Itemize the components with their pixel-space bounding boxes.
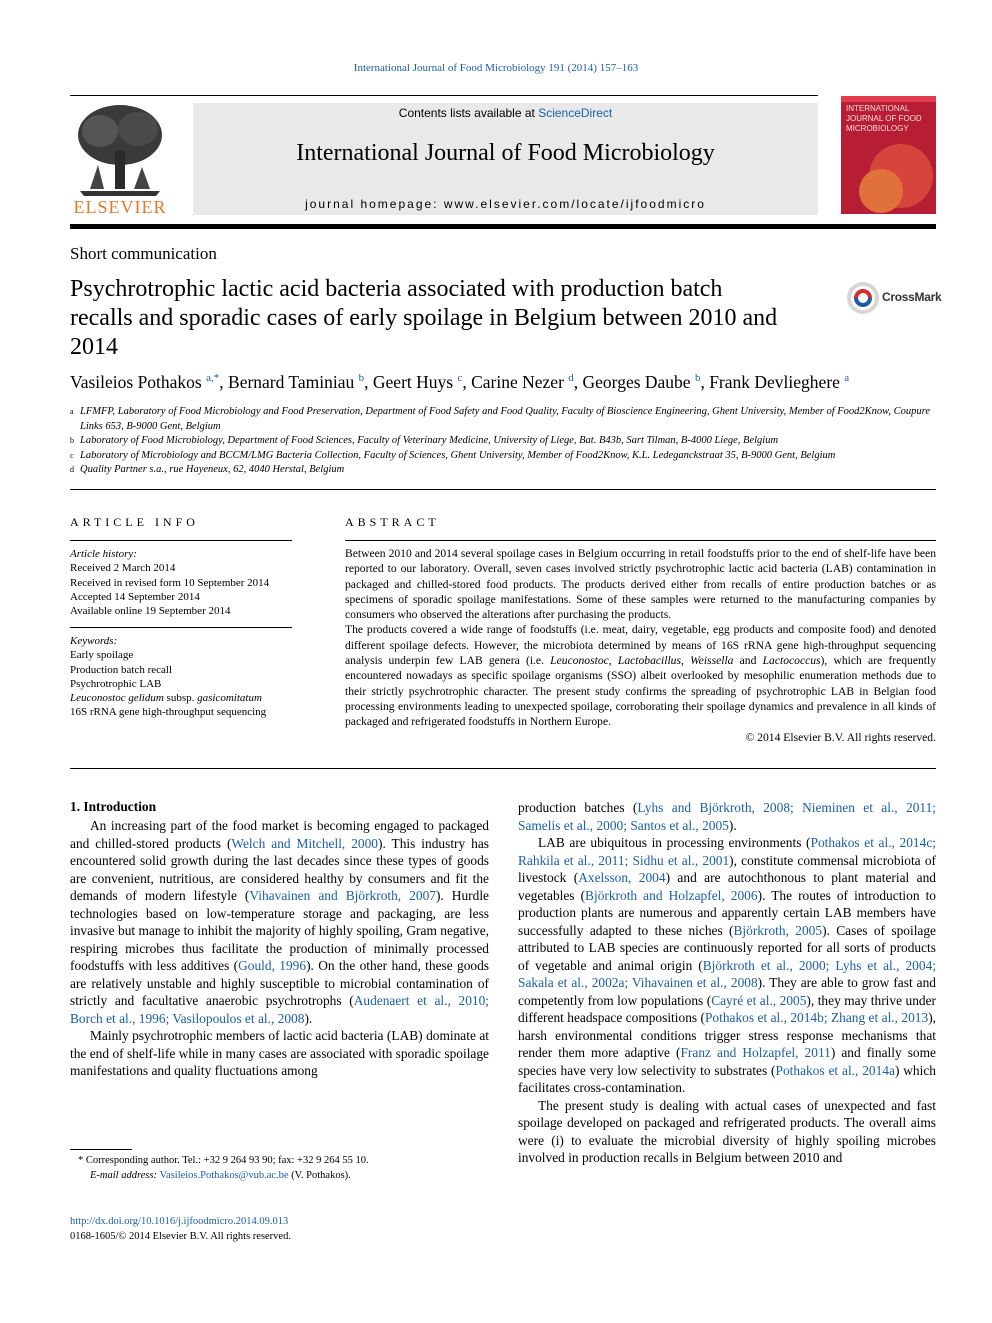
section-type: Short communication xyxy=(70,244,217,263)
footnote-text: Corresponding author. Tel.: +32 9 264 93 90; fax: +32 9 264 55 10. xyxy=(83,1155,369,1166)
citation-link[interactable]: Audenaert et al., 2010; Borch et al., 1996; Vasilopoulos et al., 2008 xyxy=(70,993,489,1026)
author-name: Vasileios Pothakos xyxy=(70,372,202,392)
header-top-rule xyxy=(70,95,818,96)
affiliation-text: Quality Partner s.a., rue Hayeneux, 62, 4040 Herstal, Belgium xyxy=(80,464,345,475)
affiliation-text: Laboratory of Food Microbiology, Department of Food Sciences, Faculty of Veterinary Medicine, University of Liege, Bat. B43b, Sart Tilman, B-4000 Liege, Belgium xyxy=(80,435,779,446)
crossmark-icon xyxy=(846,281,880,315)
history-item: Available online 19 September 2014 xyxy=(70,605,231,618)
abstract-text: The products covered a wide range of foodstuffs (i.e. meat, dairy, vegetable, egg products and composite food) and denoted different spoilage defects. However, the microbiota determined by means of 16S rRNA gene high-throughput sequencing analysis underpin few LAB genera (i.e. xyxy=(345,623,936,668)
doi-link[interactable]: http://dx.doi.org/10.1016/j.ijfoodmicro.2014.09.013 xyxy=(70,1216,289,1227)
keyword xyxy=(70,691,292,705)
journal-title: International Journal of Food Microbiology xyxy=(296,140,715,166)
article-history xyxy=(70,547,292,618)
affiliation-label: d xyxy=(70,465,74,474)
affiliation-text: Laboratory of Microbiology and BCCM/LMG Bacteria Collection, Faculty of Sciences, Ghent University, Member of Food2Know, K.L. Ledeganckstraat 35, B-9000 Gent, Belgium xyxy=(80,449,836,461)
crossmark-button[interactable] xyxy=(846,281,942,317)
footnote xyxy=(70,1153,489,1183)
abstract-body xyxy=(345,546,936,745)
citation-link[interactable]: Björkroth and Holzapfel, 2006 xyxy=(585,887,758,903)
sciencedirect-link[interactable]: ScienceDirect xyxy=(538,106,613,120)
body-text: ) and are autochthonous to plant material and vegetables ( xyxy=(518,870,936,903)
body-paragraph: Mainly psychrotrophic members of lactic acid bacteria (LAB) dominate at the end of shelf-life while in many cases are associated with sporadic spoilage manifestations and quality fluctuations among xyxy=(70,1028,489,1078)
citation-link[interactable]: Lyhs and Björkroth, 2008; Nieminen et al., 2011; Samelis et al., 2000; Santos et al., 2005 xyxy=(518,800,937,833)
journal-homepage[interactable]: journal homepage: www.elsevier.com/locate/ijfoodmicro xyxy=(305,197,706,211)
citation-link[interactable]: Cayré et al., 2005 xyxy=(711,992,807,1008)
keywords xyxy=(70,634,292,720)
contents-line xyxy=(193,106,818,120)
author-name: Bernard Taminiau xyxy=(228,372,355,392)
abstract-bottom-rule xyxy=(70,768,936,769)
left-column xyxy=(70,817,489,1080)
citation-link[interactable]: Pothakos et al., 2014a xyxy=(775,1062,895,1078)
body-paragraph xyxy=(518,799,936,834)
body-paragraph xyxy=(518,834,936,1097)
email-link[interactable]: Vasileios.Pothakos@vub.ac.be xyxy=(159,1170,289,1181)
affiliation-rule xyxy=(70,489,936,490)
affiliation xyxy=(70,434,936,449)
author-affiliation-marker[interactable]: b xyxy=(694,372,701,385)
abstract-text: ), which are frequently encountered nowadays as specific spoilage organisms (SSO) albeit overlooked by mesophilic enumeration methods due to their strictly psychrotrophic character. The present study confirms the spreading of psychrotrophic LAB in Belgian food processing environments leading to unexpected spoilage, corroborating their spoilage dynamics and prevalence in all kinds of packaged and refrigerated foodstuffs in Northern Europe. xyxy=(345,654,936,729)
email-note xyxy=(70,1168,489,1183)
cover-text-2: JOURNAL OF FOOD xyxy=(846,114,922,123)
affiliation xyxy=(70,463,936,478)
keyword-subsp-name: gasicomitatum xyxy=(197,692,262,705)
affiliation-label: c xyxy=(70,450,74,460)
abstract-text: and xyxy=(733,654,763,668)
email-label: E-mail address: xyxy=(90,1170,160,1181)
keyword-species: Leuconostoc gelidum xyxy=(70,692,164,705)
affiliation xyxy=(70,405,936,434)
affiliation-label: a xyxy=(70,407,74,416)
citation-link[interactable]: Pothakos et al., 2014c; Rahkila et al., 2011; Sidhu et al., 2001 xyxy=(518,835,936,868)
author-affiliation-marker[interactable]: b xyxy=(358,372,365,385)
body-text: ), constitute commensal microbiota of livestock ( xyxy=(518,852,936,885)
body-text: ) and finally some species have very low selectivity to substrates ( xyxy=(518,1045,936,1078)
author-name: Geert Huys xyxy=(372,372,454,392)
genus-name: Weissella xyxy=(690,654,734,668)
body-text: ). The routes of introduction to production plants are numerous and apparently certain LAB members have successfully adapted to these niches ( xyxy=(518,887,937,938)
article-info-rule xyxy=(70,540,292,541)
abstract-paragraph: The products covered a wide range of foodstuffs (i.e. meat, dairy, vegetable, egg products and composite food) and denoted different spoilage defects. However, the microbiota determined by means of 16S rRNA gene high-throughput sequencing analysis underpin few LAB genera (i.e. Leuconostoc, Lactobacillus, Weissella and Lactococcus), which are frequently encountered nowadays as specific spoilage organisms (SSO) albeit overlooked by mesophilic enumeration methods due to their strictly psychrotrophic character. The present study confirms the spreading of psychrotrophic LAB in Belgian food processing environments leading to unexpected spoilage, corroborating their spoilage dynamics and prevalence in all kinds of packaged and refrigerated foodstuffs in Northern Europe. xyxy=(345,623,936,729)
body-text: ), they may thrive under different headspace compositions ( xyxy=(518,992,936,1025)
citation-link[interactable]: Gould, 1996 xyxy=(238,958,307,973)
keyword-subsp: subsp. xyxy=(163,692,198,705)
body-text: ). On the other hand, these goods are relatively unstable and highly susceptible to microbial contamination of strictly and facultative anaerobic psychrotrophs ( xyxy=(70,958,489,1008)
citation-link[interactable]: Welch and Mitchell, 2000 xyxy=(231,835,379,851)
affiliations xyxy=(70,405,936,478)
body-paragraph xyxy=(70,817,489,1027)
body-text: ). This industry has encountered solid growth during the last decades since these types of goods are convenient, nutritious, are considered healthy by consumers and fit the demands of modern lifestyle ( xyxy=(70,835,490,903)
body-text: ). They are able to grow fast and competently from low populations ( xyxy=(518,975,936,1008)
doi-block xyxy=(70,1214,291,1244)
body-text: LAB are ubiquitous in processing environments ( xyxy=(538,835,811,850)
body-text: ). xyxy=(304,1010,313,1026)
email-suffix: (V. Pothakos). xyxy=(288,1170,351,1181)
keyword: Psychrotrophic LAB xyxy=(70,677,162,690)
journal-citation[interactable]: International Journal of Food Microbiology 191 (2014) 157–163 xyxy=(353,62,639,74)
keywords-rule xyxy=(70,627,292,628)
citation-link[interactable]: Pothakos et al., 2014b; Zhang et al., 2013 xyxy=(704,1010,929,1025)
affiliation-label: b xyxy=(70,436,74,445)
body-text: ). Cases of spoilage attributed to LAB species are continuously reported for all sorts of products of vegetable and animal origin ( xyxy=(518,922,936,973)
author-affiliation-marker[interactable]: d xyxy=(568,372,574,385)
footnote-star: * xyxy=(78,1155,84,1166)
history-item: Accepted 14 September 2014 xyxy=(70,590,200,603)
abstract-paragraph: Between 2010 and 2014 several spoilage cases in Belgium occurring in retail foodstuffs prior to the end of shelf-life have been reported to our laboratory. Overall, seven cases involved strictly psychrotrophic lactic acid bacteria (LAB) contamination in packaged and chilled-stored food products. The products derived either from recalls of entire production batches or as specimens of sporadic spoilage manifestations. Some of these samples were returned to the manufacturing companies by consumers who observed the alterations after purchasing the products. xyxy=(345,547,936,622)
genus-name: Lactobacillus xyxy=(617,654,681,668)
keywords-label: Keywords: xyxy=(70,635,118,647)
body-text: ) which facilitates cross-contamination. xyxy=(518,1062,936,1095)
affiliation xyxy=(70,449,936,464)
footnote-rule xyxy=(70,1149,132,1150)
body-text: ), harsh environmental conditions trigger stress response mechanisms that render them more adaptive ( xyxy=(518,1010,936,1060)
history-label: Article history: xyxy=(70,548,137,560)
copyright: © 2014 Elsevier B.V. All rights reserved. xyxy=(745,730,936,744)
elsevier-logo xyxy=(70,101,170,219)
article-title: Psychrotrophic lactic acid bacteria associated with production batch recalls and sporadic cases of early spoilage in Belgium between 2010 and 2014 xyxy=(70,276,778,360)
keyword: 16S rRNA gene high-throughput sequencing xyxy=(70,706,267,719)
body-text: production batches ( xyxy=(518,800,638,815)
abstract-rule xyxy=(345,540,936,541)
contents-prefix: Contents lists available at xyxy=(398,106,539,120)
journal-cover xyxy=(841,96,936,214)
author-name: Georges Daube xyxy=(582,372,691,392)
affiliation-text: LFMFP, Laboratory of Food Microbiology and Food Preservation, Department of Food Safety and Food Quality, Faculty of Bioscience Engineering, Ghent University, Member of Food2Know, Coupure Links 653, B-9000 Gent, Belgium xyxy=(80,406,930,432)
genus-name: Leuconostoc xyxy=(550,654,609,668)
header-rule xyxy=(70,224,936,229)
citation-link[interactable]: Axelsson, 2004 xyxy=(578,870,666,885)
section-heading: 1. Introduction xyxy=(70,799,157,814)
author-name: Carine Nezer xyxy=(471,372,564,392)
body-text: ). Hurdle technologies based on low-temperature storage and packaging, are less invasive but manage to inhibit the majority of highly spoiling, Gram negative, respiring microbes thus facilitate the production of minimally processed foodstuffs with less additives ( xyxy=(70,888,489,973)
corresponding-author-note xyxy=(70,1153,489,1168)
genus-name: Lactococcus xyxy=(762,654,821,668)
abstract-heading: ABSTRACT xyxy=(345,515,440,529)
citation-link[interactable]: Vihavainen and Björkroth, 2007 xyxy=(249,888,436,903)
article-info-heading: ARTICLE INFO xyxy=(70,515,199,529)
crossmark-label: CrossMark xyxy=(882,290,942,304)
history-item: Received in revised form 10 September 2014 xyxy=(70,576,270,589)
keyword: Production batch recall xyxy=(70,663,173,676)
author-affiliation-marker[interactable]: a,* xyxy=(206,372,220,385)
keyword: Early spoilage xyxy=(70,649,134,662)
author-affiliation-marker[interactable]: a xyxy=(844,372,850,385)
body-text: An increasing part of the food market is becoming engaged to packaged and chilled-stored products ( xyxy=(70,818,489,851)
issn-copyright: 0168-1605/© 2014 Elsevier B.V. All rights reserved. xyxy=(70,1231,291,1242)
author-name: Frank Devlieghere xyxy=(709,372,840,392)
citation-link[interactable]: Björkroth, 2005 xyxy=(733,922,823,938)
citation-link[interactable]: Björkroth et al., 2000; Lyhs et al., 2004; Sakala et al., 2002a; Vihavainen et al., 2008 xyxy=(518,957,936,990)
cover-text-3: MICROBIOLOGY xyxy=(846,124,909,133)
citation-link[interactable]: Franz and Holzapfel, 2011 xyxy=(680,1045,831,1060)
elsevier-wordmark: ELSEVIER xyxy=(73,197,167,217)
right-column xyxy=(518,799,936,1167)
body-text: ). xyxy=(728,817,737,833)
author-affiliation-marker[interactable]: c xyxy=(457,372,463,385)
body-paragraph: The present study is dealing with actual cases of unexpected and fast spoilage developed on packaged and refrigerated products. The overall aims were (i) to evaluate the microbial diversity of highly spoiling microbes involved in production recalls in Belgium between 2010 and xyxy=(518,1097,936,1165)
history-item: Received 2 March 2014 xyxy=(70,562,176,575)
cover-text-1: INTERNATIONAL xyxy=(846,104,910,113)
author-list: Vasileios Pothakos $^{a,*}$, Bernard Taminiau $^b$, Geert Huys $^c$, Carine Nezer $^d$, Georges Daube $^b$, Frank Devlieghere $^a$ xyxy=(70,372,850,392)
